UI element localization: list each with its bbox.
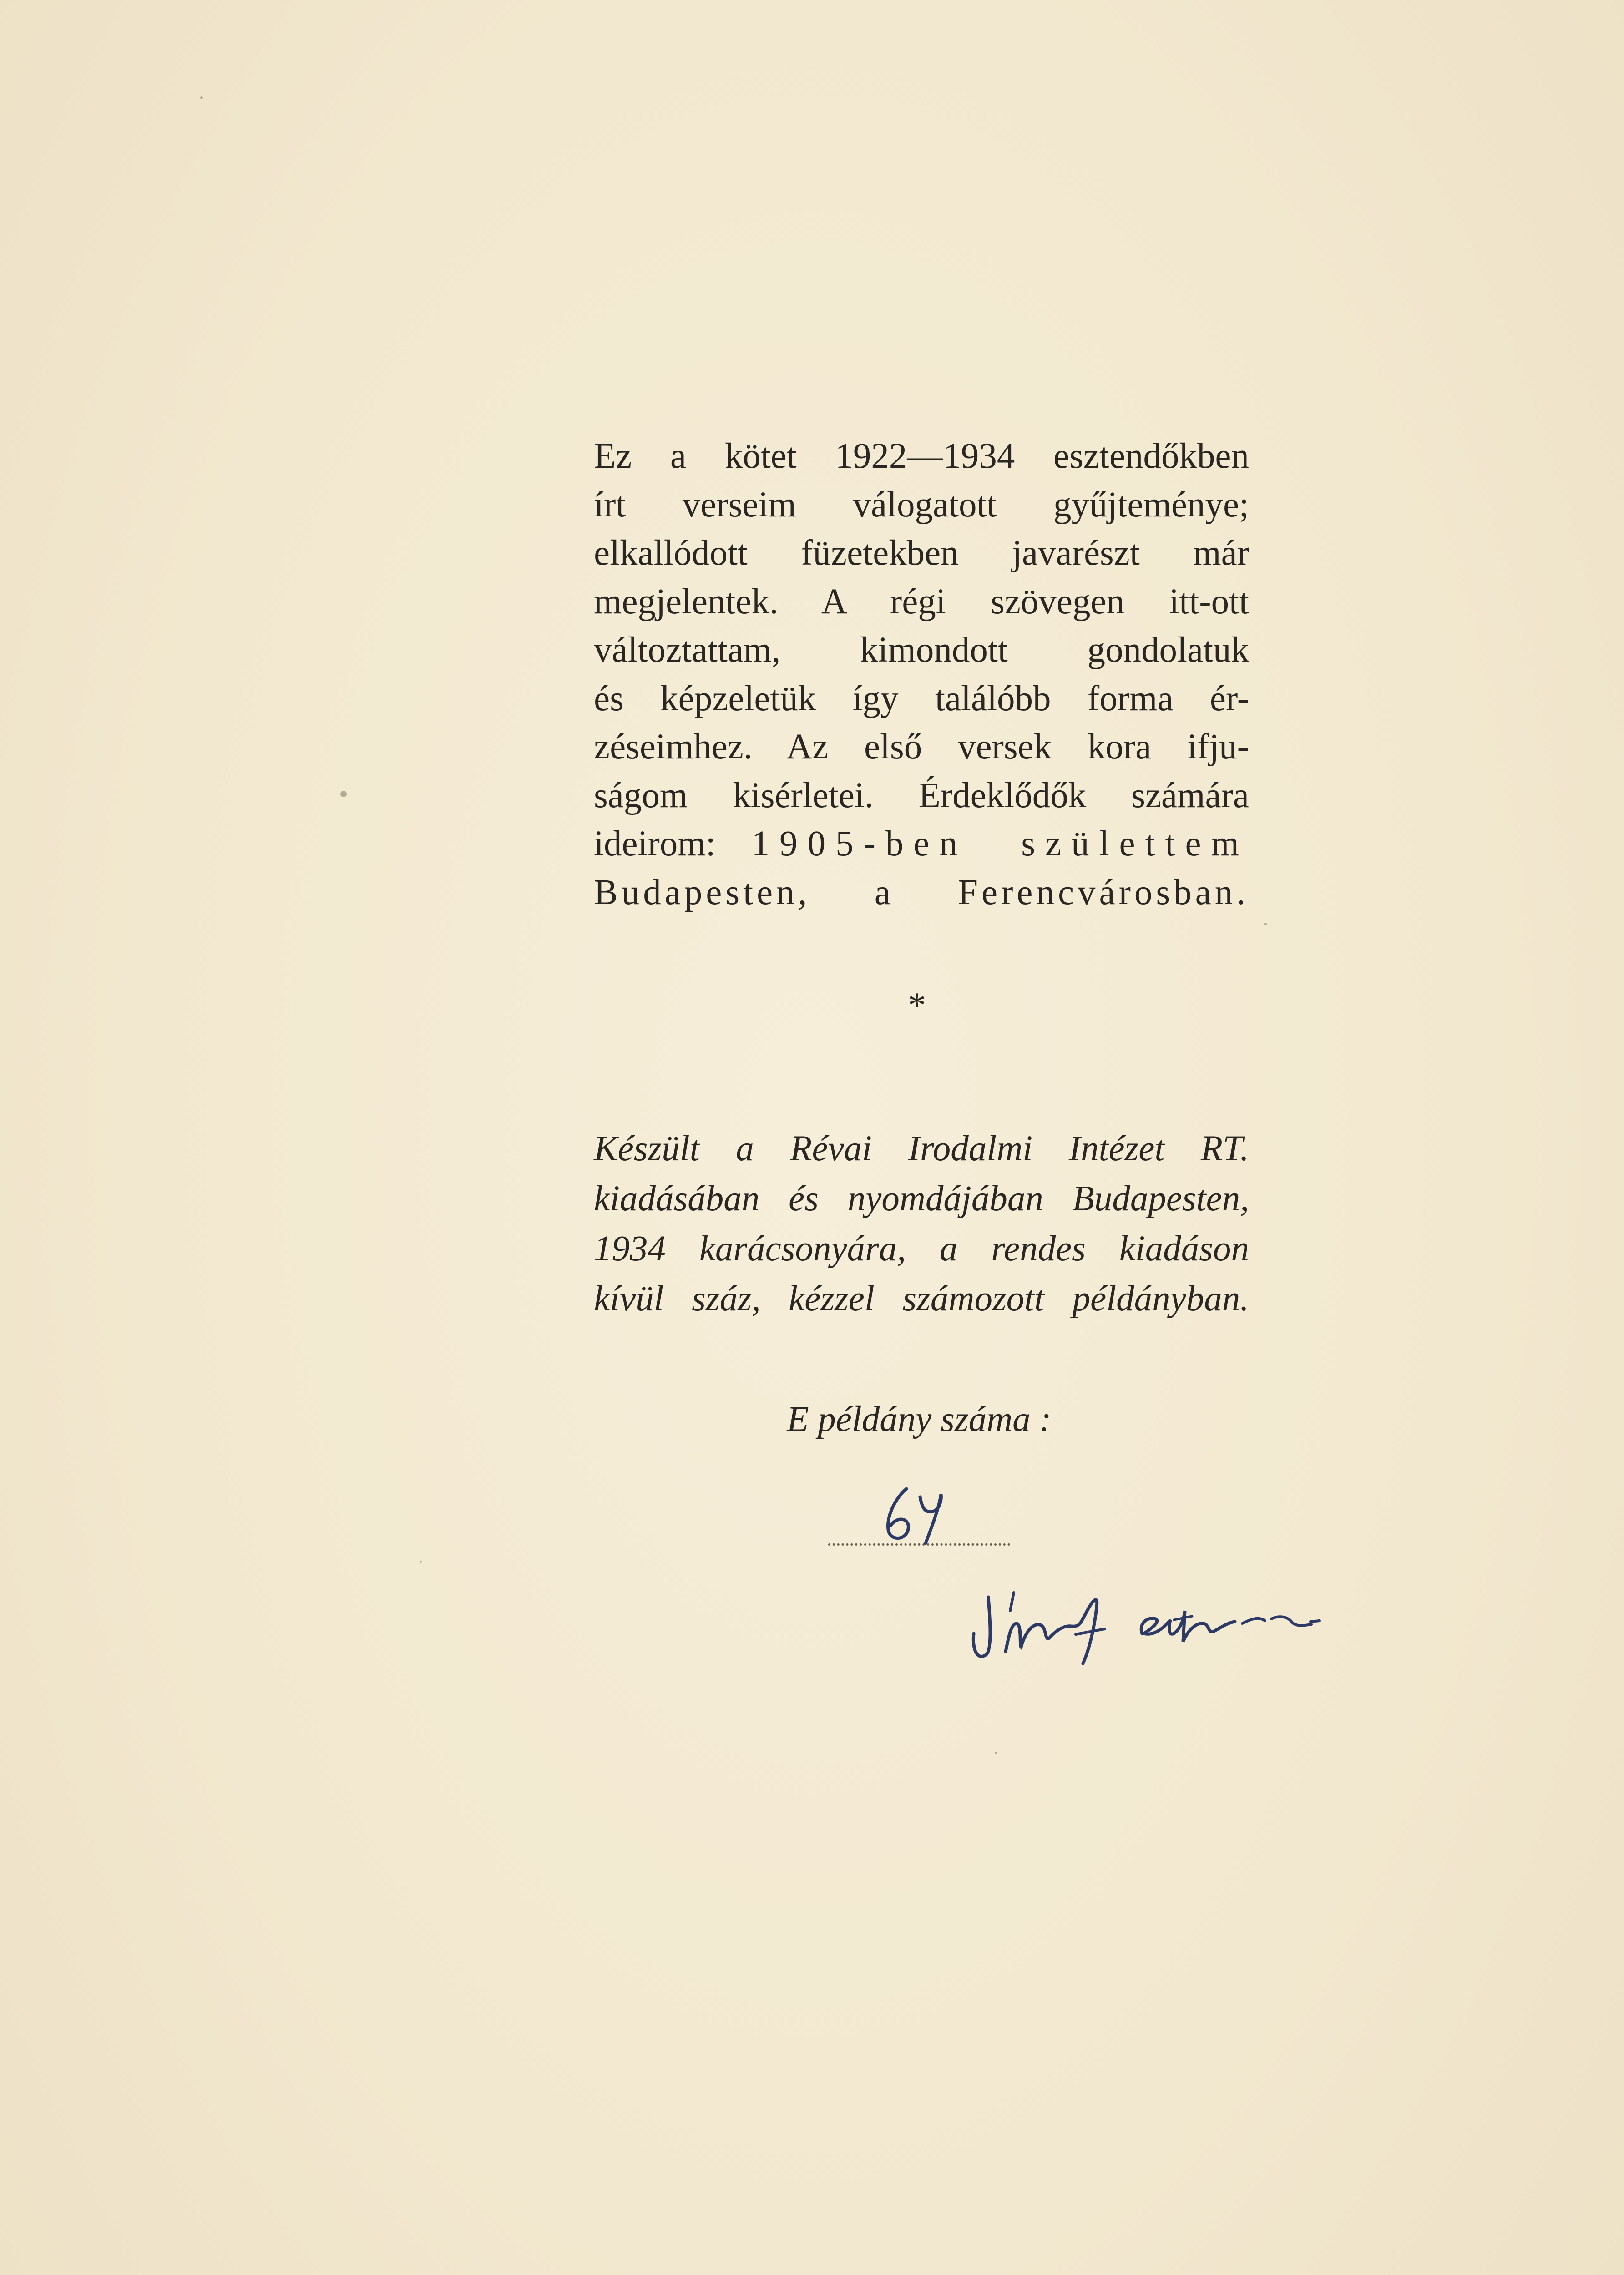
intro-line: Budapesten, a Ferencvárosban. — [594, 872, 1249, 912]
section-separator-star: * — [908, 986, 926, 1026]
intro-line: elkallódott füzetekben javarészt már — [594, 533, 1249, 573]
colophon-line: kívül száz, kézzel számozott példányban. — [594, 1279, 1249, 1319]
intro-line: ságom kisérletei. Érdeklődők számára — [594, 775, 1249, 815]
colophon-line: 1934 karácsonyára, a rendes kiadáson — [594, 1229, 1249, 1269]
intro-line: zéseimhez. Az első versek kora ifju- — [594, 727, 1249, 767]
copy-number-field — [828, 1483, 1010, 1552]
paper-speck — [995, 1752, 997, 1754]
colophon-paragraph — [594, 1124, 1249, 1324]
intro-line-birth — [594, 820, 1249, 869]
intro-birth-year: 1905-ben születtem — [751, 824, 1249, 864]
handwritten-signature — [960, 1565, 1361, 1684]
paper-speck — [1264, 923, 1267, 925]
colophon-line: Készült a Révai Irodalmi Intézet RT. — [594, 1129, 1249, 1168]
intro-line-lead: ideirom: — [594, 824, 716, 864]
paper-speck — [200, 96, 203, 99]
introductory-paragraph — [594, 432, 1249, 917]
intro-line: változtattam, kimondott gondolatuk — [594, 630, 1249, 670]
intro-line: és képzeletük így találóbb forma ér- — [594, 678, 1249, 718]
copy-number-label: E példány száma : — [787, 1400, 1052, 1439]
intro-line: megjelentek. A régi szövegen itt-ott — [594, 581, 1249, 622]
paper-speck — [340, 791, 347, 797]
paper-speck — [420, 1561, 422, 1563]
colophon-line: kiadásában és nyomdájában Budapesten, — [594, 1179, 1249, 1218]
intro-line: Ez a kötet 1922—1934 esztendőkben — [594, 436, 1249, 476]
intro-line: írt verseim válogatott gyűjteménye; — [594, 485, 1249, 525]
handwritten-copy-number — [878, 1483, 951, 1545]
